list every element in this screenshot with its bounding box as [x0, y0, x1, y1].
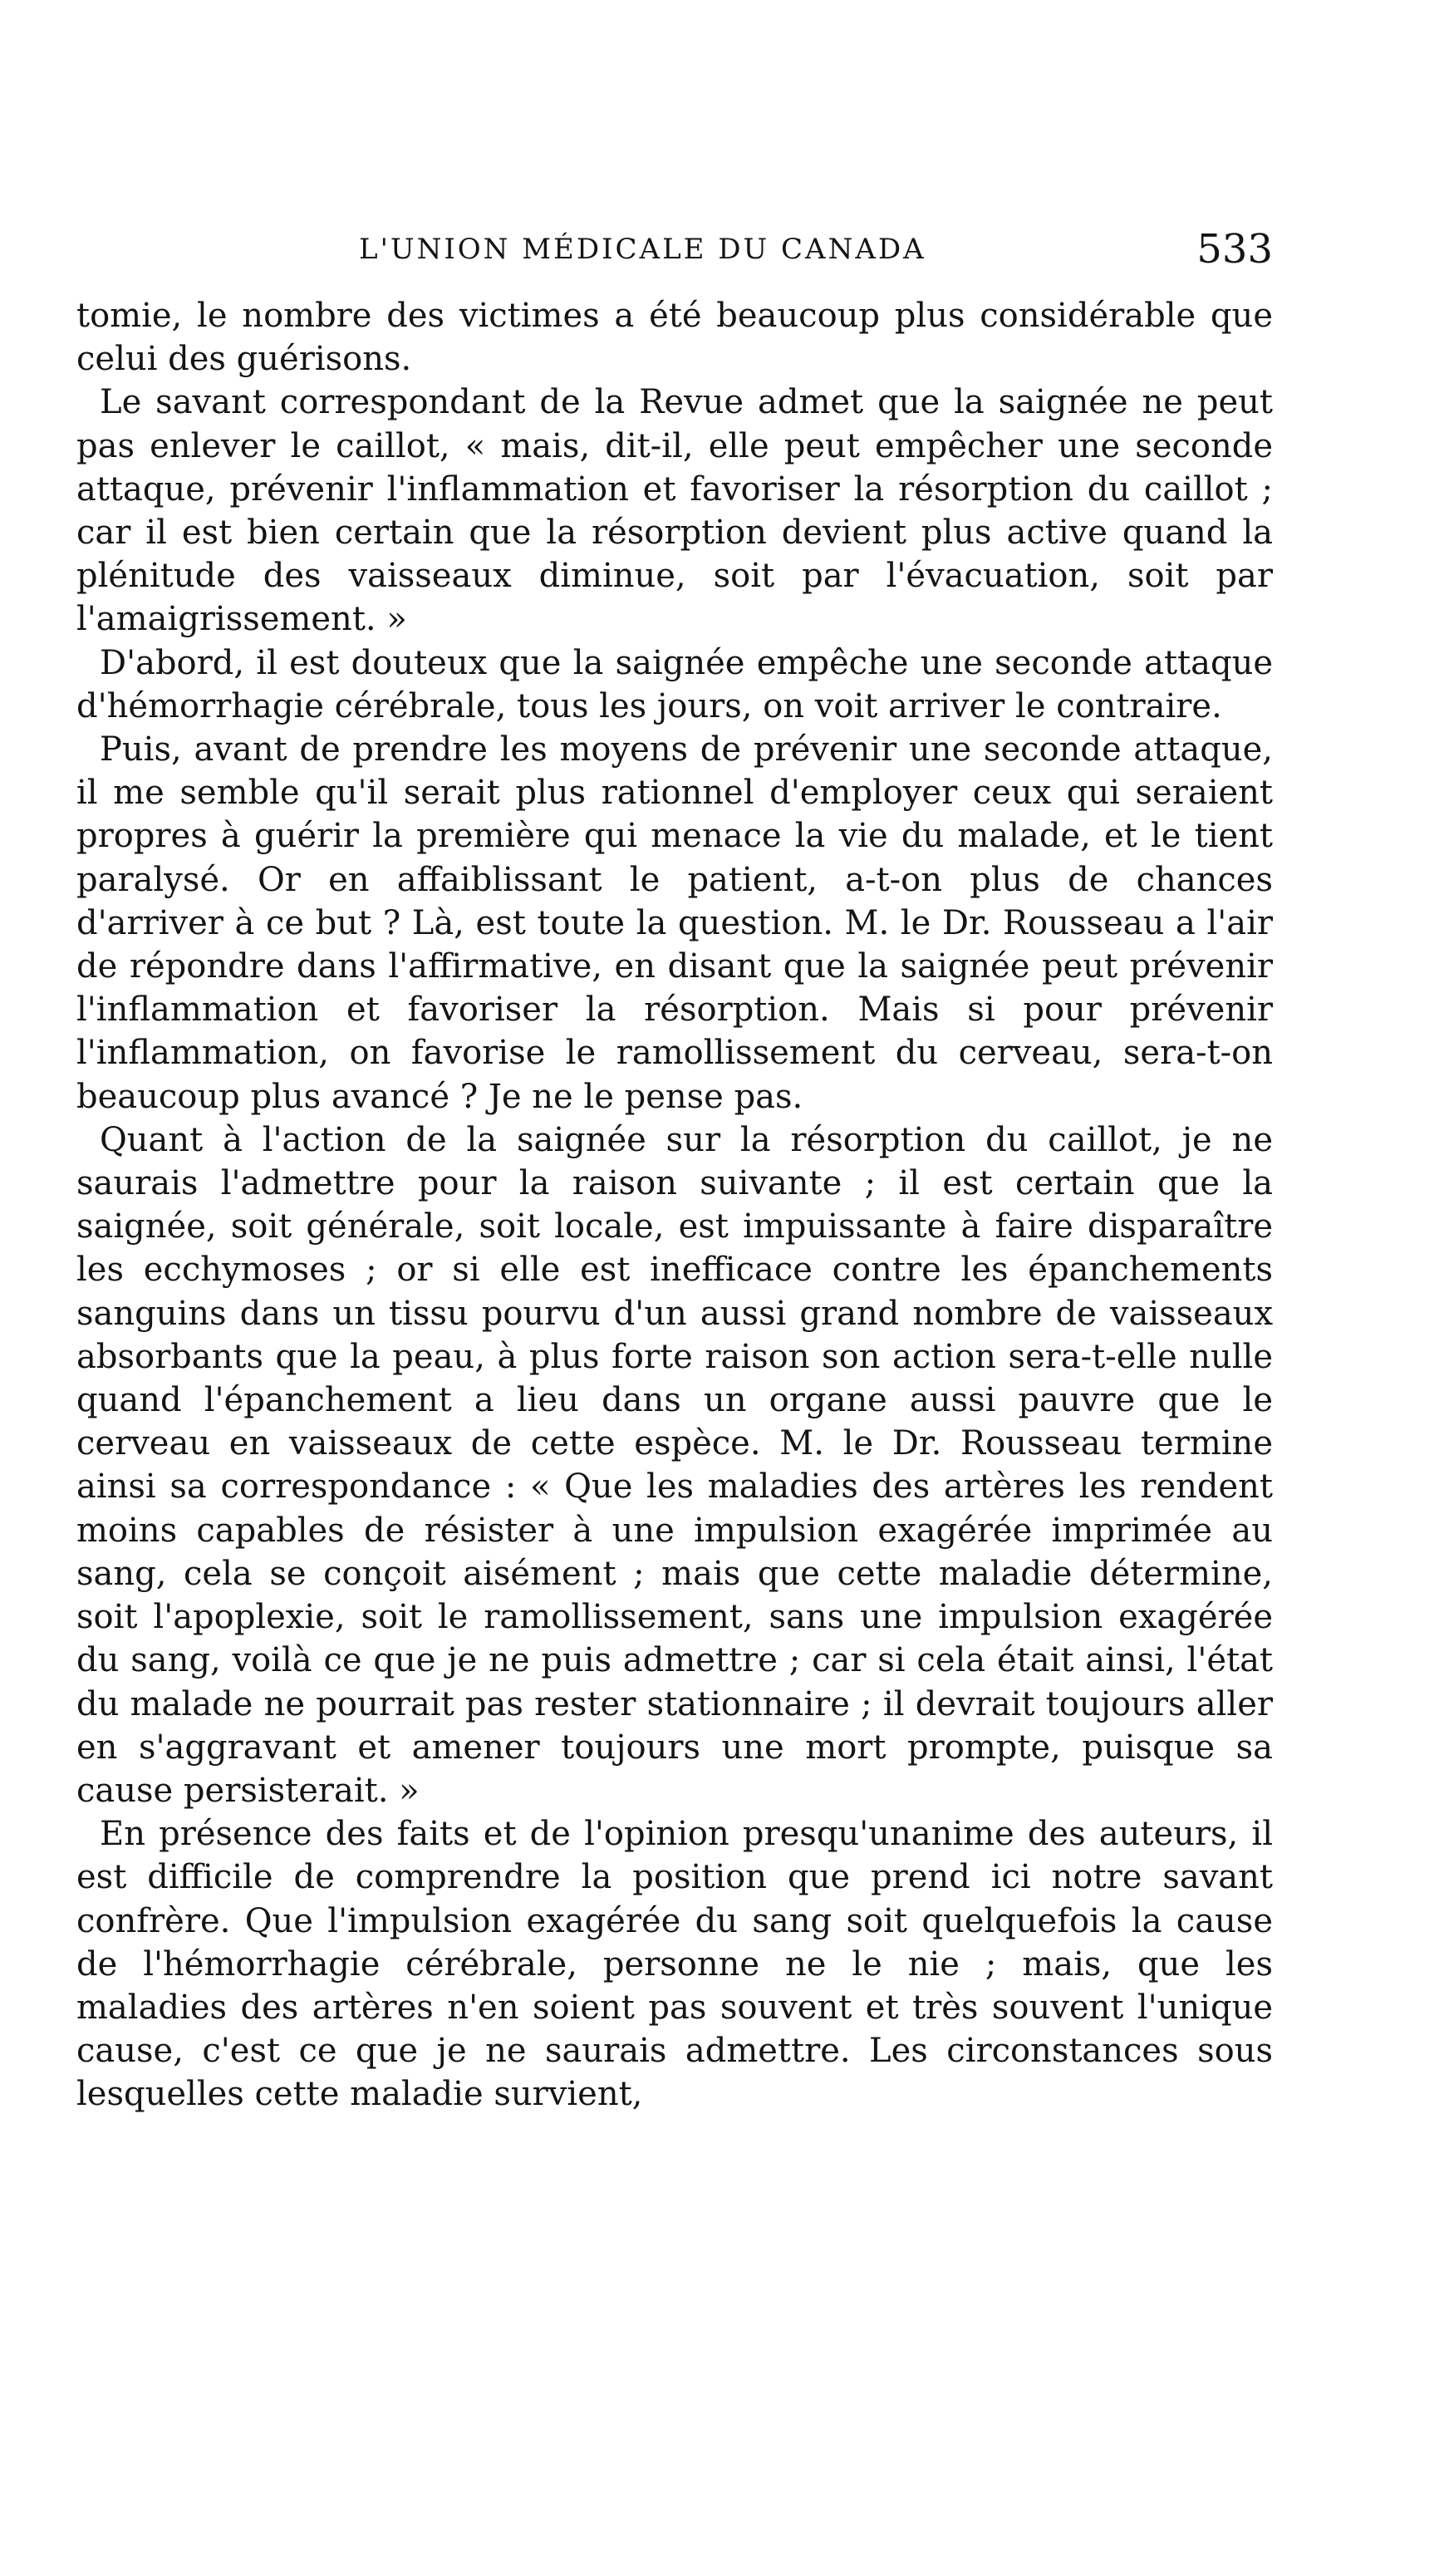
journal-title: L'UNION MÉDICALE DU CANADA — [359, 233, 926, 266]
running-header — [76, 224, 1273, 274]
paragraph-4: Puis, avant de prendre les moyens de prévenir une seconde attaque, il me semble qu'il serait plus rationnel d'employer ceux qui seraient propres à guérir la première qui menace la vie du malade, et le tient paralysé. Or en affaiblissant le patient, a-t-on plus de chances d'arriver à ce but ? Là, est toute la question. M. le Dr. Rousseau a l'air de répondre dans l'affirmative, en disant que la saignée peut prévenir l'inflammation et favoriser la résorption. Mais si pour prévenir l'inflammation, on favorise le ramollissement du cerveau, sera-t-on beaucoup plus avancé ? Je ne le pense pas. — [76, 730, 1273, 1116]
document-page — [76, 224, 1273, 2116]
article-body — [76, 294, 1273, 2116]
paragraph-3: D'abord, il est douteux que la saignée empêche une seconde attaque d'hémorrhagie cérébrale, tous les jours, on voit arriver le contraire. — [76, 643, 1273, 725]
paragraph-1: tomie, le nombre des victimes a été beaucoup plus considérable que celui des guérisons. — [76, 297, 1273, 379]
paragraph-2: Le savant correspondant de la Revue admet que la saignée ne peut pas enlever le caillot, « mais, dit-il, elle peut empêcher une seconde attaque, prévenir l'inflammation et favoriser la résorption du caillot ; car il est bien certain que la résorption devient plus active quand la plénitude des vaisseaux diminue, soit par l'évacuation, soit par l'amaigrissement. » — [76, 383, 1273, 639]
page-number: 533 — [1196, 226, 1273, 273]
paragraph-5: Quant à l'action de la saignée sur la résorption du caillot, je ne saurais l'admettre pour la raison suivante ; il est certain que la saignée, soit générale, soit locale, est impuissante à faire disparaître les ecchymoses ; or si elle est inefficace contre les épanchements sanguins dans un tissu pourvu d'un aussi grand nombre de vaisseaux absorbants que la peau, à plus forte raison son action sera-t-elle nulle quand l'épanchement a lieu dans un organe aussi pauvre que le cerveau en vaisseaux de cette espèce. M. le Dr. Rousseau termine ainsi sa correspondance : « Que les maladies des artères les rendent moins capables de résister à une impulsion exagérée imprimée au sang, cela se conçoit aisément ; mais que cette maladie détermine, soit l'apoplexie, soit le ramollissement, sans une impulsion exagérée du sang, voilà ce que je ne puis admettre ; car si cela était ainsi, l'état du malade ne pourrait pas rester stationnaire ; il devrait toujours aller en s'aggravant et amener toujours une mort prompte, puisque sa cause persisterait. » — [76, 1120, 1273, 1810]
paragraph-6: En présence des faits et de l'opinion presqu'unanime des auteurs, il est difficile de comprendre la position que prend ici notre savant confrère. Que l'impulsion exagérée du sang soit quelquefois la cause de l'hémorrhagie cérébrale, personne ne le nie ; mais, que les maladies des artères n'en soient pas souvent et très souvent l'unique cause, c'est ce que je ne saurais admettre. Les circonstances sous lesquelles cette maladie survient, — [76, 1815, 1273, 2114]
